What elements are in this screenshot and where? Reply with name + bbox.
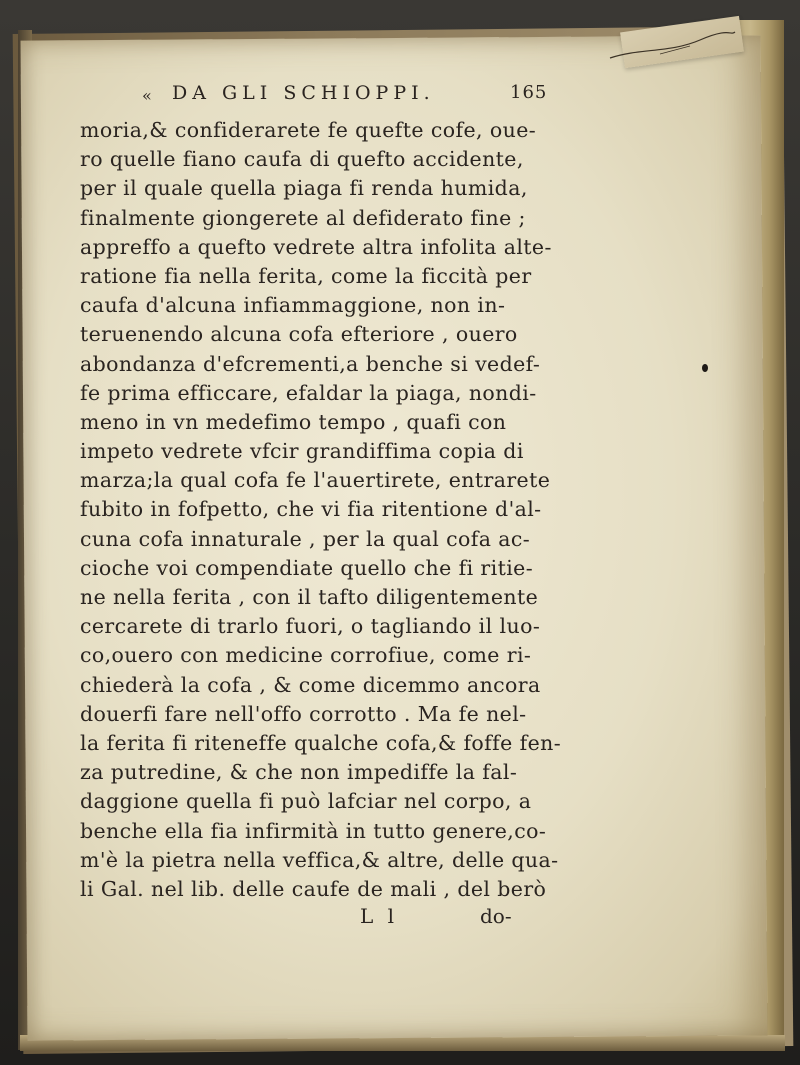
text-line: la ferita fi riteneffe qualche cofa,& foffe fen-	[80, 730, 562, 755]
text-line: chiederà la cofa , & come dicemmo ancora	[80, 672, 541, 697]
text-line: cercarete di trarlo fuori, o tagliando il luo-	[80, 614, 541, 639]
corner-scribble-mark	[600, 28, 740, 68]
margin-ink-dot	[702, 364, 708, 372]
text-line: per il quale quella piaga fi renda humida,	[80, 176, 528, 201]
running-head	[80, 78, 580, 116]
running-head-mark: «	[142, 86, 156, 105]
text-line: fubito in fofpetto, che vi fia ritentione d'al-	[80, 497, 542, 522]
text-line: li Gal. nel lib. delle caufe de mali , del berò	[80, 876, 547, 901]
catchword: do-	[480, 904, 512, 929]
text-line: abondanza d'efcrementi,a benche si vedef-	[80, 351, 541, 376]
text-line: moria,& confiderarete fe quefte cofe, oue-	[80, 118, 537, 142]
text-line: marza;la qual cofa fe l'auertirete, entrarete	[80, 468, 551, 493]
text-line: ratione fia nella ferita, come la ficcità per	[80, 263, 532, 288]
text-line: daggione quella fi può lafciar nel corpo, a	[80, 789, 532, 814]
running-head-title: DA GLI SCHIOPPI.	[172, 82, 435, 104]
text-line: ne nella ferita , con il tafto diligentemente	[80, 585, 539, 609]
text-line: caufa d'alcuna infiammaggione, non in-	[80, 293, 506, 318]
page-footer	[80, 904, 580, 934]
text-line: teruenendo alcuna cofa efteriore , ouero	[80, 322, 518, 347]
text-line: benche ella fia infirmità in tutto genere,co-	[80, 818, 547, 843]
text-line: finalmente giongerete al defiderato fine ;	[80, 205, 526, 230]
body-text	[80, 116, 580, 904]
text-line: za putredine, & che non impediffe la fal-	[80, 760, 518, 785]
text-line: ro quelle fiano caufa di quefto accidente,	[80, 147, 524, 172]
page-number: 165	[510, 82, 548, 103]
text-line: appreffo a quefto vedrete altra infolita alte-	[80, 234, 552, 259]
text-line: cioche voi compendiate quello che fi ritie-	[80, 555, 534, 580]
text-line: fe prima efficcare, efaldar la piaga, nondi-	[80, 380, 537, 405]
text-line: meno in vn medefimo tempo , quafi con	[80, 409, 507, 434]
text-line: cuna cofa innaturale , per la qual cofa ac-	[80, 526, 531, 551]
text-line: m'è la pietra nella veffica,& altre, delle qua-	[80, 847, 559, 872]
text-line: co,ouero con medicine corrofiue, come ri-	[80, 643, 532, 668]
text-line: douerfi fare nell'offo corrotto . Ma fe nel-	[80, 701, 527, 726]
signature-mark: L l	[360, 904, 399, 929]
page-text	[80, 78, 580, 934]
text-line: impeto vedrete vfcir grandiffima copia di	[80, 439, 524, 464]
